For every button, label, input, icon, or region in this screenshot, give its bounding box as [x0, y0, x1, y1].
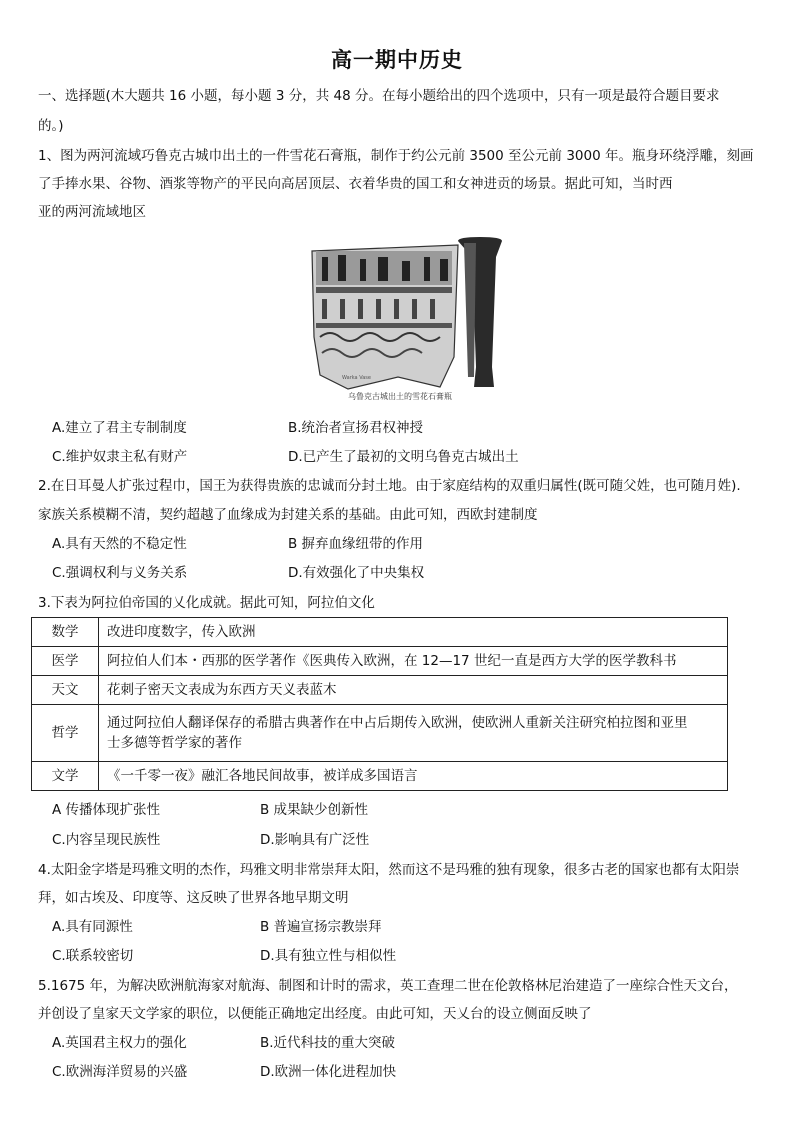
q1-option-d: D.已产生了最初的文明乌鲁克古城出土 — [288, 449, 519, 465]
table-row — [32, 647, 728, 676]
q4-option-b: B 普遍宣扬宗教崇拜 — [260, 919, 382, 935]
table-field: 文学 — [32, 762, 99, 791]
q4-stem-line1: 4.太阳金字塔是玛雅文明的杰作，玛雅文明非常崇拜太阳，然而这不是玛雅的独有现象，很多古老的国家也都有太阳崇 — [38, 862, 740, 878]
q3-stem: 3.下表为阿拉伯帝国的乂化成就。据此可知，阿拉伯文化 — [38, 595, 375, 611]
warka-vase-figure — [308, 237, 508, 409]
table-field: 数学 — [32, 618, 99, 647]
q3-culture-table — [31, 617, 728, 791]
table-field: 天文 — [32, 676, 99, 705]
section-instructions-line2: 的。) — [38, 118, 64, 134]
q2-option-a: A.具有天然的不稳定性 — [52, 536, 187, 552]
q3-option-c: C.内容呈现民族性 — [52, 832, 161, 848]
table-content: 花刺子密天文表成为东西方天义表蓝木 — [99, 676, 728, 705]
q2-option-b: B 摒弃血缘纽带的作用 — [288, 536, 424, 552]
q2-option-c: C.强调权利与义务关系 — [52, 565, 188, 581]
table-content: 阿拉伯人们本・西那的医学著作《医典传入欧洲，在 12—17 世纪一直是西方大学的医学教科书 — [99, 647, 728, 676]
table-content: 改进印度数字，传入欧洲 — [99, 618, 728, 647]
q5-option-d: D.欧洲一体化进程加快 — [260, 1064, 397, 1080]
table-content-line1: 通过阿拉伯人翻译保存的希腊古典著作在中占后期传入欧洲，使欧洲人重新关注研究柏拉图和亚里 — [107, 715, 688, 731]
q3-option-d: D.影响具有广泛性 — [260, 832, 370, 848]
table-content — [99, 705, 728, 762]
table-row — [32, 762, 728, 791]
figure-caption: 乌鲁克古城出土的雪花石膏瓶 — [348, 392, 452, 401]
q1-option-a: A.建立了君主专制制度 — [52, 420, 187, 436]
q4-option-d: D.具有独立性与相似性 — [260, 948, 397, 964]
q4-option-a: A.具有同源性 — [52, 919, 133, 935]
q5-option-a: A.英国君主权力的强化 — [52, 1035, 187, 1051]
figure-tag: Warka Vase — [342, 375, 371, 381]
table-content: 《一千零一夜》融汇各地民间故事，被详成多国语言 — [99, 762, 728, 791]
q2-stem-line2: 家族关系模糊不清，契约超越了血缘成为封建关系的基础。由此可知，西欧封建制度 — [38, 507, 538, 523]
table-row — [32, 676, 728, 705]
q5-option-c: C.欧洲海洋贸易的兴盛 — [52, 1064, 188, 1080]
q4-option-c: C.联系较密切 — [52, 948, 134, 964]
q4-stem-line2: 拜，如古埃及、印度等、这反映了世界各地早期文明 — [38, 890, 349, 906]
q1-stem-line2: 了手捧水果、谷物、酒浆等物产的平民向高居顶层、衣着华贵的国工和女神进贡的场景。据此可知，当时西 — [38, 176, 673, 192]
q5-stem-line2: 并创设了皇家天文学家的职位，以便能正确地定出经度。由此可知，天乂台的设立侧面反映了 — [38, 1006, 592, 1022]
q1-option-b: B.统治者宣扬君权神授 — [288, 420, 424, 436]
table-content-line2: 士多德等哲学家的著作 — [107, 735, 242, 751]
q2-option-d: D.有效强化了中央集权 — [288, 565, 425, 581]
q5-stem-line1: 5.1675 年，为解决欧洲航海家对航海、制图和计时的需求，英工查理二世在伦敦格林尼治建造了一座综合性天文台， — [38, 978, 738, 994]
q2-stem-line1: 2.在日耳曼人扩张过程巾，国王为获得贵族的忠诚而分封土地。由于家庭结构的双重归属性(既可随父姓，也可随月姓). — [38, 478, 741, 494]
table-row — [32, 618, 728, 647]
q1-option-c: C.维护奴隶主私有财产 — [52, 449, 188, 465]
page-title: 高一期中历史 — [331, 48, 463, 72]
q5-option-b: B.近代科技的重大突破 — [260, 1035, 396, 1051]
q3-option-a: A 传播体现扩张性 — [52, 802, 161, 818]
table-row — [32, 705, 728, 762]
q3-option-b: B 成果缺少创新性 — [260, 802, 369, 818]
q1-stem-line3: 亚的两河流域地区 — [38, 204, 146, 220]
section-instructions-line1: 一、选择题(木大题共 16 小题，每小题 3 分，共 48 分。在每小题给出的四个选项中，只有一项是最符合题目要求 — [38, 88, 720, 104]
q1-stem-line1: 1、图为两河流域巧鲁克古城巾出土的一件雪花石膏瓶，制作于约公元前 3500 至公元前 3000 年。瓶身环绕浮雕，刻画 — [38, 148, 754, 164]
table-field: 医学 — [32, 647, 99, 676]
table-field: 哲学 — [32, 705, 99, 762]
